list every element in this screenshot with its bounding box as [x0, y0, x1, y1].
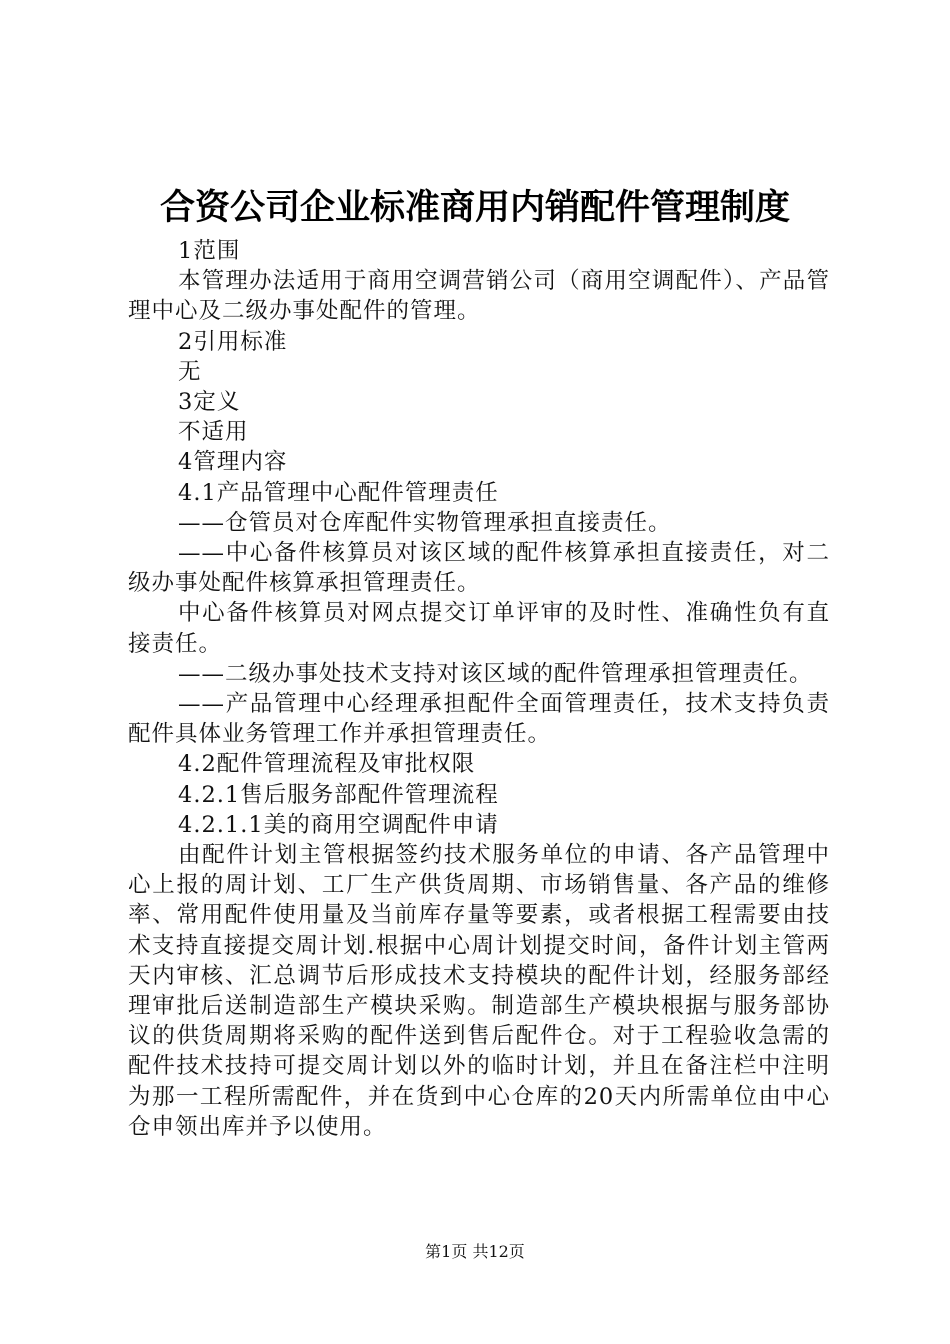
document-body — [128, 236, 830, 1142]
paragraph-warehouse-keeper: ——仓管员对仓库配件实物管理承担直接责任。 — [178, 509, 672, 536]
paragraph-center-manager: ——产品管理中心经理承担配件全面管理责任，技术支持负责配件具体业务管理工作并承担管理责任。 — [128, 691, 830, 748]
section-heading-definitions: 3定义 — [178, 389, 241, 416]
subsection-heading-4-2: 4.2配件管理流程及审批权限 — [178, 751, 476, 778]
subsection-heading-4-2-1-1: 4.2.1.1美的商用空调配件申请 — [178, 811, 499, 838]
paragraph-references-text: 无 — [178, 358, 202, 385]
paragraph-scope-text: 本管理办法适用于商用空调营销公司（商用空调配件）、产品管理中心及二级办事处配件的管理。 — [128, 268, 830, 325]
paragraph-center-accountant: ——中心备件核算员对该区域的配件核算承担直接责任，对二级办事处配件核算承担管理责任。 — [128, 540, 830, 597]
paragraph-parts-application: 由配件计划主管根据签约技术服务单位的申请、各产品管理中心上报的周计划、工厂生产供货周期、市场销售量、各产品的维修率、常用配件使用量及当前库存量等要素，或者根据工程需要由技术支持直接提交周计划.根据中心周计划提交时间，备件计划主管两天内审核、汇总调节后形成技术支持模块的配件计划，经服务部经理审批后送制造部生产模块采购。制造部生产模块根据与服务部协议的供货周期将采购的配件送到售后配件仓。对于工程验收急需的配件技术技持可提交周计划以外的临时计划，并且在备注栏中注明为那一工程所需配件，并在货到中心仓库的20天内所需单位由中心仓申领出库并予以使用。 — [128, 842, 830, 1140]
subsection-heading-4-1: 4.1产品管理中心配件管理责任 — [178, 479, 499, 506]
paragraph-office-tech-support: ——二级办事处技术支持对该区域的配件管理承担管理责任。 — [178, 660, 813, 687]
section-heading-management-content: 4管理内容 — [178, 449, 288, 476]
paragraph-definitions-text: 不适用 — [178, 419, 249, 446]
page-footer: 第1页 共12页 — [425, 1242, 525, 1261]
section-heading-scope: 1范围 — [178, 238, 241, 264]
subsection-heading-4-2-1: 4.2.1售后服务部配件管理流程 — [178, 781, 499, 808]
section-heading-references: 2引用标准 — [178, 328, 288, 355]
paragraph-order-review: 中心备件核算员对网点提交订单评审的及时性、准确性负有直接责任。 — [128, 600, 830, 657]
document-title: 合资公司企业标准商用内销配件管理制度 — [159, 188, 790, 228]
